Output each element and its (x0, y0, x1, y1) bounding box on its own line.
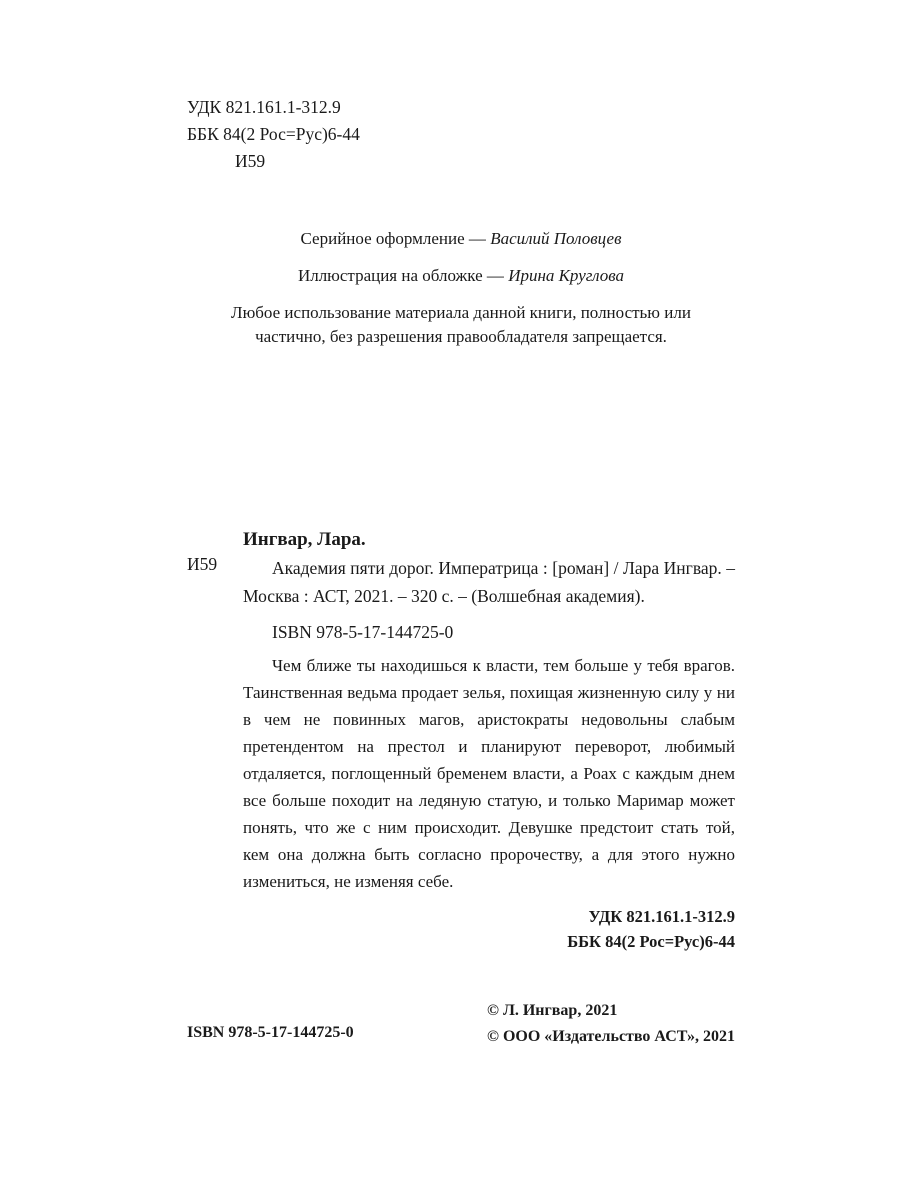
series-design-name: Василий Половцев (490, 229, 622, 248)
record-author-sign: И59 (187, 554, 218, 574)
record-udk: УДК 821.161.1-312.9 (588, 907, 735, 926)
cover-illustration-label: Иллюстрация на обложке — (297, 266, 504, 285)
series-design-credit (200, 227, 722, 251)
annotation: Чем ближе ты находишься к власти, тем больше у тебя врагов. Таинственная ведьма продает зелья, похищая жизненную силу у ни в чем не повинных магов, аристократы недовольны слабым претендентом на престол и планируют переворот, любимый отдаляется, поглощенный бременем власти, а Роах с каждым днем все больше походит на ледяную статую, и только Маримар может понять, что же с ним происходит. Девушке предстоит стать той, кем она должна быть согласно пророчеству, а для этого нужно измениться, не изменяя себе. (243, 656, 735, 891)
isbn: ISBN 978-5-17-144725-0 (272, 622, 454, 642)
bibliographic-description: Академия пяти дорог. Императрица : [роман] / Лара Ингвар. – Москва : АСТ, 2021. – 320 с. – (Волшебная академия). (243, 558, 735, 606)
bbk-code: ББК 84(2 Рос=Рус)6-44 (187, 124, 360, 144)
credits-block (200, 227, 722, 349)
classification-codes (187, 94, 360, 175)
copyright-author: © Л. Ингвар, 2021 (486, 1002, 618, 1019)
record-classification (243, 904, 735, 954)
cover-illustration-name: Ирина Круглова (508, 266, 625, 285)
author-heading: Ингвар, Лара. (243, 529, 366, 550)
copyright-publisher: © ООО «Издательство АСТ», 2021 (486, 1028, 735, 1045)
rights-notice: Любое использование материала данной книги, полностью или частично, без разрешения правообладателя запрещается. (231, 303, 691, 346)
author-sign: И59 (235, 151, 266, 171)
record-bbk: ББК 84(2 Рос=Рус)6-44 (567, 932, 735, 951)
bibliographic-record (243, 526, 735, 954)
copyright-notices (487, 998, 735, 1050)
series-design-label: Серийное оформление — (300, 229, 486, 248)
footer-isbn: ISBN 978-5-17-144725-0 (187, 1024, 354, 1041)
cover-illustration-credit (200, 264, 722, 288)
udk-code: УДК 821.161.1-312.9 (187, 97, 341, 117)
